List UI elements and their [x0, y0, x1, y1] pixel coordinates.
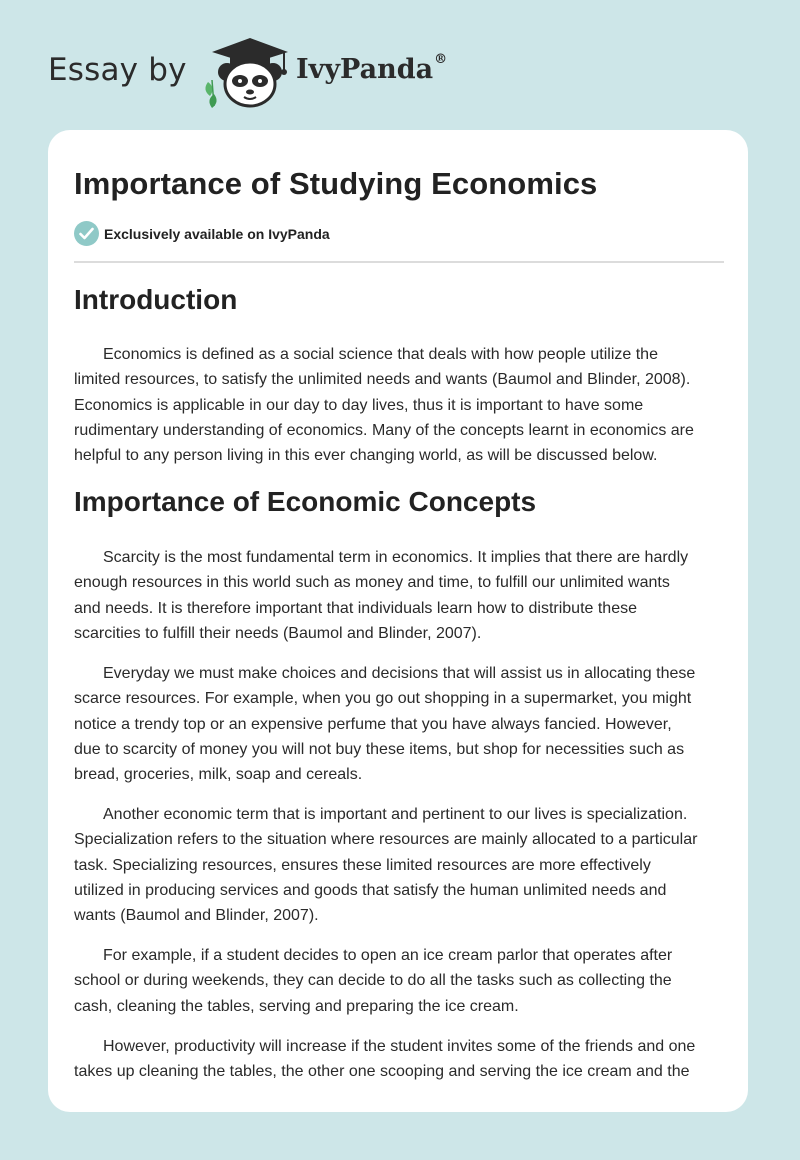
paragraph-line: notice a trendy top or an expensive perfume that you have always fancied. However,	[74, 715, 672, 733]
paragraph-line: wants (Baumol and Blinder, 2007).	[74, 907, 319, 925]
paragraph	[74, 545, 724, 646]
panda-graduate-logo-icon[interactable]	[200, 36, 300, 108]
paragraph	[74, 342, 724, 468]
title-divider	[74, 261, 724, 263]
paragraph-line: scarcities to fulfill their needs (Baumol and Blinder, 2007).	[74, 624, 482, 642]
paragraph-line: and needs. It is therefore important that individuals learn how to distribute these	[74, 599, 637, 617]
essay-card	[48, 130, 748, 1112]
paragraph	[74, 802, 724, 928]
paragraph	[74, 661, 724, 787]
exclusive-badge-text: Exclusively available on IvyPanda	[104, 226, 330, 242]
paragraph-line: Economics is defined as a social science that deals with how people utilize the	[103, 346, 658, 363]
paragraph-line: Everyday we must make choices and decisions that will assist us in allocating these	[103, 665, 696, 682]
paragraph-line: cash, cleaning the tables, serving and preparing the ice cream.	[74, 997, 519, 1015]
paragraph-line: However, productivity will increase if the student invites some of the friends and one	[103, 1038, 696, 1055]
exclusive-badge	[74, 221, 724, 247]
paragraph-line: Economics is applicable in our day to day lives, thus it is important to have some	[74, 396, 644, 414]
brand-name-text: IvyPanda	[296, 54, 434, 85]
paragraph	[74, 943, 724, 1019]
paragraph-line: Specialization refers to the situation where resources are mainly allocated to a particular	[74, 831, 698, 849]
paragraph-line: takes up cleaning the tables, the other one scooping and serving the ice cream and the	[74, 1063, 690, 1081]
paragraph-line: For example, if a student decides to open an ice cream parlor that operates after	[103, 947, 673, 964]
essay-by-label: Essay by	[48, 52, 187, 88]
paragraph-line: helpful to any person living in this ever changing world, as will be discussed below.	[74, 447, 658, 465]
paragraph-line: scarce resources. For example, when you go out shopping in a supermarket, you might	[74, 690, 692, 708]
section-heading: Importance of Economic Concepts	[74, 486, 537, 517]
site-header	[48, 34, 518, 110]
registered-mark: ®	[434, 52, 448, 67]
paragraph-line: limited resources, to satisfy the unlimited needs and wants (Baumol and Blinder, 2008).	[74, 371, 691, 389]
paragraph-line: bread, groceries, milk, soap and cereals.	[74, 766, 363, 784]
paragraph-line: utilized in producing services and goods that satisfy the human unlimited needs and	[74, 881, 667, 899]
brand-name[interactable]	[296, 54, 447, 85]
paragraph-line: due to scarcity of money you will not buy these items, but shop for necessities such as	[74, 740, 685, 758]
paragraph-line: school or during weekends, they can decide to do all the tasks such as collecting the	[74, 972, 672, 990]
page-title: Importance of Studying Economics	[74, 166, 598, 201]
paragraph-line: task. Specializing resources, ensures these limited resources are more effectively	[74, 856, 651, 874]
paragraph	[74, 1034, 724, 1085]
paragraph-line: Scarcity is the most fundamental term in economics. It implies that there are hardly	[103, 549, 689, 566]
paragraph-line: enough resources in this world such as money and time, to fulfill our unlimited wants	[74, 574, 670, 592]
paragraph-line: rudimentary understanding of economics. Many of the concepts learnt in economics are	[74, 421, 694, 439]
section-heading: Introduction	[74, 284, 238, 315]
check-circle-icon	[74, 221, 99, 246]
paragraph-line: Another economic term that is important and pertinent to our lives is specialization.	[103, 806, 688, 823]
